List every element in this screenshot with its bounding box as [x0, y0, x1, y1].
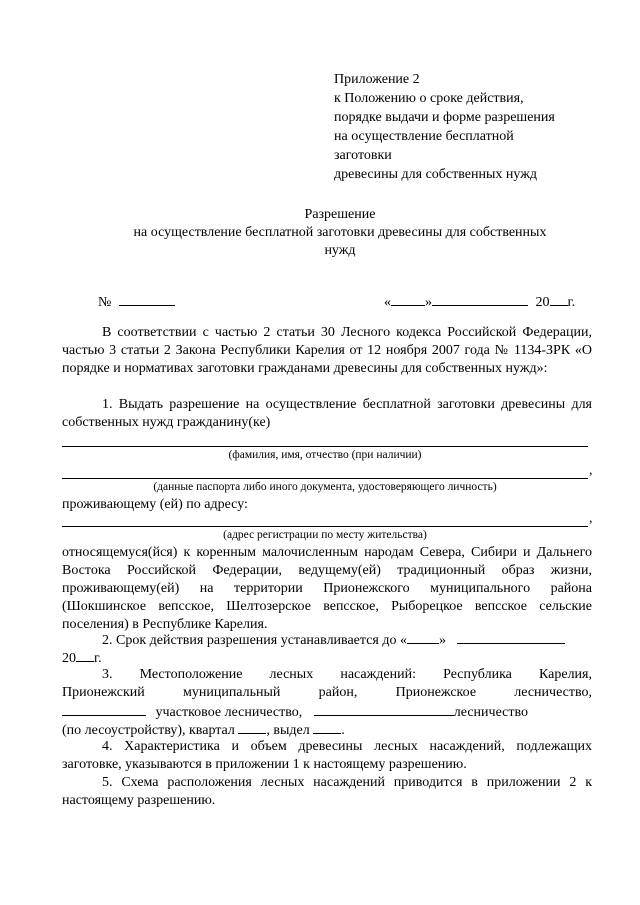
date-open-quote: « — [384, 295, 391, 310]
item-3-line-4 — [62, 720, 345, 740]
document-subtitle: на осуществление бесплатной заготовки древесины для собственных — [133, 225, 547, 240]
item-2-year-prefix: 20 — [62, 651, 76, 666]
district-forestry-blank — [62, 702, 146, 716]
appendix-line: Приложение 2 — [334, 72, 420, 87]
document-subtitle-end: нужд — [324, 243, 356, 258]
item-3-word: Прионежское — [395, 685, 477, 700]
item-3-word: Местоположение — [139, 667, 243, 682]
address-comma: , — [589, 511, 593, 526]
item-3-line-1 — [102, 666, 592, 684]
item-3-word: насаждений: — [340, 667, 417, 682]
plot-blank — [313, 720, 341, 734]
month-blank — [432, 292, 528, 306]
residing-label: проживающему (ей) по адресу: — [62, 497, 248, 512]
year-blank — [550, 292, 568, 306]
item-3-period: . — [341, 723, 345, 738]
item-2-close-quote: » — [438, 633, 446, 648]
number-field — [98, 292, 175, 312]
day-blank — [391, 292, 425, 306]
document-title: Разрешение — [304, 207, 376, 222]
appendix-line: к Положению о сроке действия, — [334, 91, 524, 106]
item-5-text: 5. Схема расположения лесных насаждений приводится в приложении 2 к настоящему разрешению. — [62, 775, 592, 808]
item-2-year — [62, 648, 102, 668]
appendix-line: заготовки — [334, 148, 392, 163]
number-label: № — [98, 295, 112, 310]
item-3-line-3 — [62, 702, 528, 722]
item-3-word: лесных — [269, 667, 314, 682]
fio-line — [62, 446, 588, 447]
address-caption: (адрес регистрации по месту жительства) — [223, 529, 427, 541]
forestry-label: лесничество — [453, 705, 528, 720]
date-field — [384, 292, 575, 312]
passport-caption: (данные паспорта либо иного документа, удостоверяющего личность) — [153, 481, 497, 493]
item-1-text: 1. Выдать разрешение на осуществление бесплатной заготовки древесины для собственных нужд гражданину(ке) — [62, 397, 592, 430]
item-2-year-blank — [76, 648, 94, 662]
quarter-label: (по лесоустройству), квартал — [62, 723, 235, 738]
item-3-word: муниципальный — [182, 685, 281, 700]
appendix-line: порядке выдачи и форме разрешения — [334, 110, 555, 125]
appendix-header — [334, 70, 594, 184]
item-3-line-2 — [62, 684, 592, 702]
item-3-word: лесничество, — [514, 685, 592, 700]
forestry-blank — [314, 702, 454, 716]
number-blank — [119, 292, 175, 306]
item-2-year-suffix: г. — [94, 651, 102, 666]
item-2-day-blank — [407, 630, 439, 644]
fio-caption: (фамилия, имя, отчество (при наличии) — [228, 449, 422, 461]
passport-comma: , — [589, 463, 593, 478]
year-suffix: г. — [567, 295, 576, 310]
appendix-line: древесины для собственных нужд — [334, 167, 537, 182]
intro-paragraph: В соответствии с частью 2 статьи 30 Лесного кодекса Российской Федерации, частью 3 статьи 2 Закона Республики Карелия от 12 ноября 2007 года № 1134-ЗРК «О порядке и нормативах заготовки гражданами древесины для собственных нужд»: — [62, 325, 592, 376]
item-2-text — [102, 630, 565, 650]
address-line — [62, 526, 588, 527]
item-2-label: 2. Срок действия разрешения устанавливается до « — [102, 633, 407, 648]
plot-label: , выдел — [266, 723, 310, 738]
passport-line — [62, 478, 588, 479]
item-4-text: 4. Характеристика и объем древесины лесных насаждений, подлежащих заготовке, указываются в приложении 1 к настоящему разрешению. — [62, 739, 592, 772]
item-2-month-blank — [457, 630, 565, 644]
item-3-word: 3. — [102, 667, 113, 682]
item-3-word: Карелия, — [538, 667, 592, 682]
district-forestry-label: участковое лесничество, — [155, 705, 303, 720]
quarter-blank — [238, 720, 266, 734]
appendix-line: на осуществление бесплатной — [334, 129, 514, 144]
date-close-quote: » — [425, 295, 432, 310]
item-3-word: Республика — [443, 667, 512, 682]
item-3-word: район, — [318, 685, 358, 700]
item-1-continuation: относящемуся(йся) к коренным малочисленным народам Севера, Сибири и Дальнего Востока Российской Федерации, ведущему(ей) традиционный образ жизни, проживающему(ей) на территории Прионежского муниципального района (Шокшинское вепсское, Шелтозерское вепсское, Рыборецкое вепсское сельские поселения) в Республике Карелия. — [62, 545, 592, 632]
item-3-word: Прионежский — [62, 685, 145, 700]
year-prefix: 20 — [535, 295, 550, 310]
